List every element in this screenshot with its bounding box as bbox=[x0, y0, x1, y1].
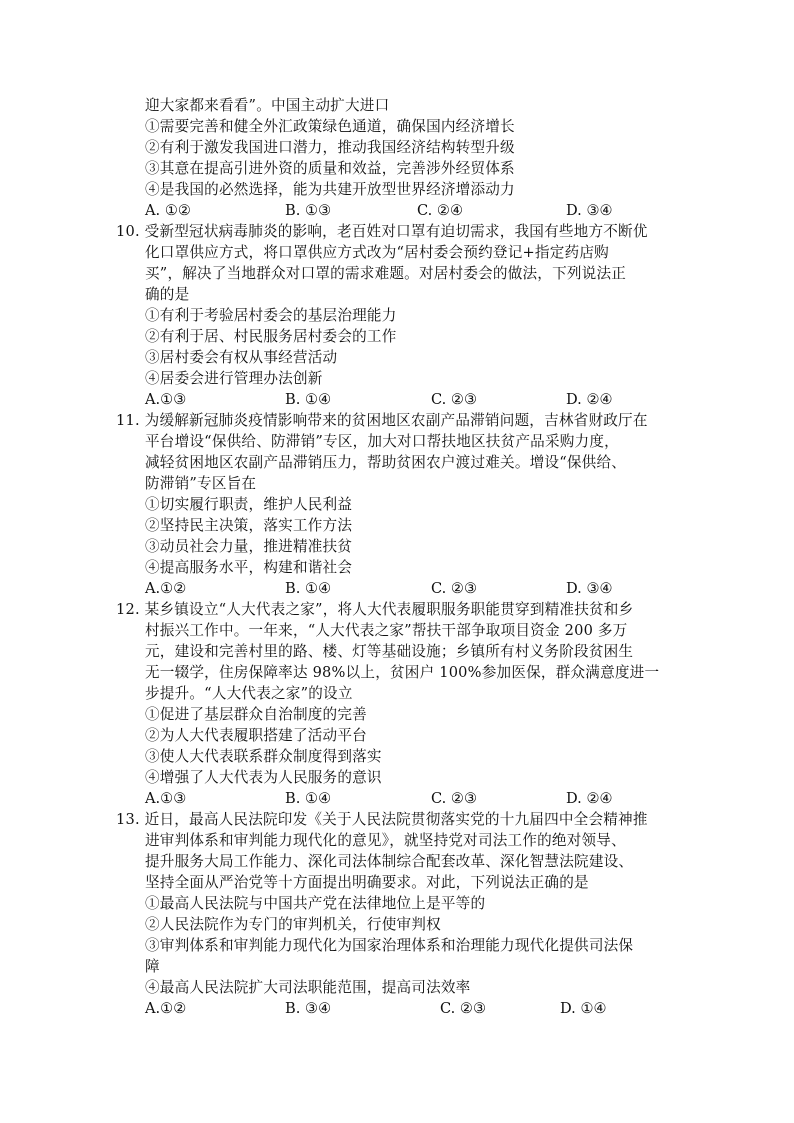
option-d: D. ③④ bbox=[566, 202, 613, 219]
question-12-item: ①促进了基层群众自治制度的完善 bbox=[145, 706, 367, 723]
option-a: A.①③ bbox=[145, 391, 187, 408]
question-10-stem: 10. 受新型冠状病毒肺炎的影响，老百姓对口罩有迫切需求，我国有些地方不断优 bbox=[116, 223, 648, 240]
question-10-stem: 确的是 bbox=[145, 286, 190, 303]
question-10-item: ④居委会进行管理办法创新 bbox=[145, 370, 323, 387]
option-c: C. ②③ bbox=[431, 580, 478, 597]
question-11-stem: 减轻贫困地区农副产品滞销压力，帮助贫困农户渡过难关。增设“保供给、 bbox=[145, 454, 627, 471]
question-10-stem: 买”，解决了当地群众对口罩的需求难题。对居村委会的做法，下列说法正 bbox=[145, 265, 627, 282]
option-d: D. ③④ bbox=[566, 580, 613, 597]
question-12-stem: 元，建设和完善村里的路、楼、灯等基础设施；乡镇所有村义务阶段贫困生 bbox=[145, 643, 634, 660]
question-10-item: ②有利于居、村民服务居村委会的工作 bbox=[145, 328, 397, 345]
question-10-item: ①有利于考验居村委会的基层治理能力 bbox=[145, 307, 397, 324]
option-b: B. ①④ bbox=[285, 580, 332, 597]
question-10-item: ③居村委会有权从事经营活动 bbox=[145, 349, 338, 366]
question-10-stem: 化口罩供应方式，将口罩供应方式改为“居村委会预约登记+指定药店购 bbox=[145, 244, 609, 261]
question-11-item: ③动员社会力量，推进精准扶贫 bbox=[145, 538, 353, 555]
question-12-item: ④增强了人大代表为人民服务的意识 bbox=[145, 769, 382, 786]
question-12-stem: 无一辍学，住房保障率达 98%以上，贫困户 100%参加医保，群众满意度进一 bbox=[145, 664, 660, 681]
question-11-item: ④提高服务水平，构建和谐社会 bbox=[145, 559, 353, 576]
question-13-stem: 提升服务大局工作能力、深化司法体制综合配套改革、深化智慧法院建设、 bbox=[145, 853, 634, 870]
question-11-stem: 11. 为缓解新冠肺炎疫情影响带来的贫困地区农副产品滞销问题，吉林省财政厅在 bbox=[116, 412, 648, 429]
option-a: A.①② bbox=[145, 580, 187, 597]
option-a: A.①② bbox=[145, 1000, 187, 1017]
question-13-stem: 进审判体系和审判能力现代化的意见》，就坚持党对司法工作的绝对领导、 bbox=[145, 832, 626, 849]
question-12-stem: 12. 某乡镇设立“人大代表之家”，将人大代表履职服务职能贯穿到精准扶贫和乡 bbox=[116, 601, 634, 618]
question-13-stem: 13. 近日，最高人民法院印发《关于人民法院贯彻落实党的十九届四中全会精神推 bbox=[116, 811, 648, 828]
option-c: C. ②③ bbox=[431, 391, 478, 408]
intro-item: ②有利于激发我国进口潜力，推动我国经济结构转型升级 bbox=[145, 139, 515, 156]
option-d: D. ②④ bbox=[566, 391, 613, 408]
intro-item: ④是我国的必然选择，能为共建开放型世界经济增添动力 bbox=[145, 181, 515, 198]
question-12-item: ②为人大代表履职搭建了活动平台 bbox=[145, 727, 367, 744]
question-13-item: ①最高人民法院与中国共产党在法律地位上是平等的 bbox=[145, 895, 486, 912]
question-12-stem: 步提升。“人大代表之家”的设立 bbox=[145, 685, 353, 702]
option-a: A.①③ bbox=[145, 790, 187, 807]
option-d: D. ②④ bbox=[566, 790, 613, 807]
intro-item: ①需要完善和健全外汇政策绿色通道，确保国内经济增长 bbox=[145, 118, 515, 135]
option-c: C. ②③ bbox=[440, 1000, 487, 1017]
option-c: C. ②④ bbox=[417, 202, 464, 219]
question-11-stem: 平台增设“保供给、防滞销”专区，加大对口帮扶地区扶贫产品采购力度， bbox=[145, 433, 619, 450]
option-b: B. ①④ bbox=[285, 391, 332, 408]
question-12-stem: 村振兴工作中。一年来，“人大代表之家”帮扶干部争取项目资金 200 多万 bbox=[145, 622, 628, 639]
question-13-item: ③审判体系和审判能力现代化为国家治理体系和治理能力现代化提供司法保 bbox=[145, 937, 634, 954]
question-12-item: ③使人大代表联系群众制度得到落实 bbox=[145, 748, 382, 765]
option-b: B. ①④ bbox=[285, 790, 332, 807]
question-11-item: ②坚持民主决策，落实工作方法 bbox=[145, 517, 353, 534]
question-11-stem: 防滞销”专区旨在 bbox=[145, 475, 257, 492]
option-d: D. ①④ bbox=[560, 1000, 607, 1017]
option-b: B. ①③ bbox=[285, 202, 332, 219]
intro-item: ③其意在提高引进外资的质量和效益，完善涉外经贸体系 bbox=[145, 160, 515, 177]
option-b: B. ③④ bbox=[285, 1000, 332, 1017]
option-a: A. ①② bbox=[145, 202, 191, 219]
question-11-item: ①切实履行职责，维护人民利益 bbox=[145, 496, 353, 513]
question-13-item: ②人民法院作为专门的审判机关，行使审判权 bbox=[145, 916, 441, 933]
question-13-item: 障 bbox=[145, 958, 160, 975]
question-13-stem: 坚持全面从严治党等十方面提出明确要求。对此，下列说法正确的是 bbox=[145, 874, 589, 891]
option-c: C. ②③ bbox=[431, 790, 478, 807]
intro-line: 迎大家都来看看”。中国主动扩大进口 bbox=[145, 97, 390, 114]
question-13-item: ④最高人民法院扩大司法职能范围，提高司法效率 bbox=[145, 979, 471, 996]
